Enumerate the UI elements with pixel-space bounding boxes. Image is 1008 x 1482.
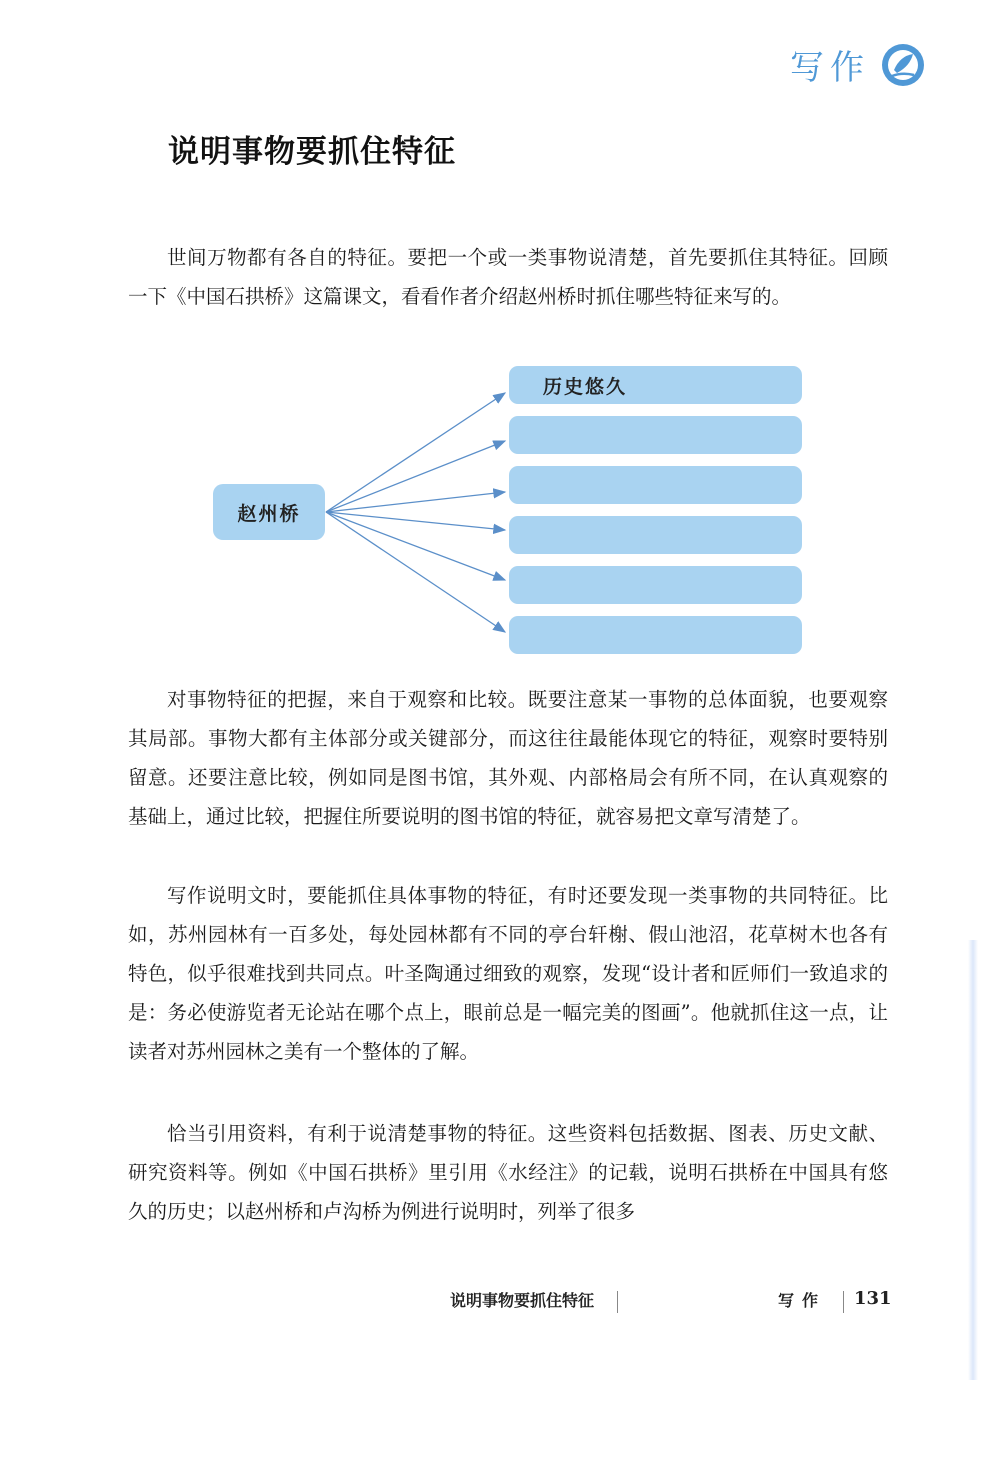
diagram-target-node bbox=[509, 466, 802, 504]
diagram-arrow bbox=[326, 512, 505, 530]
scan-edge-shadow bbox=[968, 940, 978, 1380]
diagram-arrow bbox=[326, 512, 505, 580]
paragraph-common-features: 写作说明文时，要能抓住具体事物的特征，有时还要发现一类事物的共同特征。比如，苏州园林有一百多处，每处园林都有不同的亭台轩榭、假山池沼，花草树木也各有特色，似乎很难找到共同点。叶圣陶通过细致的观察，发现“设计者和匠师们一致追求的是：务必使游览者无论站在哪个点上，眼前总是一幅完美的图画”。他就抓住这一点，让读者对苏州园林之美有一个整体的了解。 bbox=[128, 884, 888, 1063]
diagram-arrow bbox=[326, 441, 505, 512]
paragraph-intro: 世间万物都有各自的特征。要把一个或一类事物说清楚，首先要抓住其特征。回顾一下《中国石拱桥》这篇课文，看看作者介绍赵州桥时抓住哪些特征来写的。 bbox=[128, 246, 888, 308]
footer-chapter-title: 说明事物要抓住特征 bbox=[450, 1291, 595, 1310]
section-label: 写作 bbox=[790, 48, 870, 88]
diagram-target-node: 历史悠久 bbox=[509, 366, 802, 404]
footer-divider bbox=[843, 1291, 844, 1313]
diagram-target-node bbox=[509, 516, 802, 554]
paragraph-references: 恰当引用资料，有利于说清楚事物的特征。这些资料包括数据、图表、历史文献、研究资料等。例如《中国石拱桥》里引用《水经注》的记载，说明石拱桥在中国具有悠久的历史；以赵州桥和卢沟桥为例进行说明时，列举了很多 bbox=[128, 1122, 888, 1223]
diagram-arrow bbox=[326, 492, 505, 512]
diagram-target-node bbox=[509, 616, 802, 654]
page-number: 131 bbox=[854, 1288, 892, 1309]
diagram-source-node: 赵州桥 bbox=[213, 484, 325, 540]
paragraph-observation: 对事物特征的把握，来自于观察和比较。既要注意某一事物的总体面貌，也要观察其局部。事物大都有主体部分或关键部分，而这往往最能体现它的特征，观察时要特别留意。还要注意比较，例如同是图书馆，其外观、内部格局会有所不同，在认真观察的基础上，通过比较，把握住所要说明的图书馆的特征，就容易把文章写清楚了。 bbox=[128, 688, 888, 828]
pen-circle-icon bbox=[880, 42, 926, 88]
diagram-arrow bbox=[326, 512, 505, 632]
section-badge bbox=[790, 40, 926, 89]
diagram-target-node bbox=[509, 566, 802, 604]
page-title: 说明事物要抓住特征 bbox=[168, 134, 456, 170]
footer-divider bbox=[617, 1291, 618, 1313]
footer-section-label: 写作 bbox=[778, 1291, 827, 1310]
diagram-target-node bbox=[509, 416, 802, 454]
diagram-arrow bbox=[326, 393, 505, 512]
